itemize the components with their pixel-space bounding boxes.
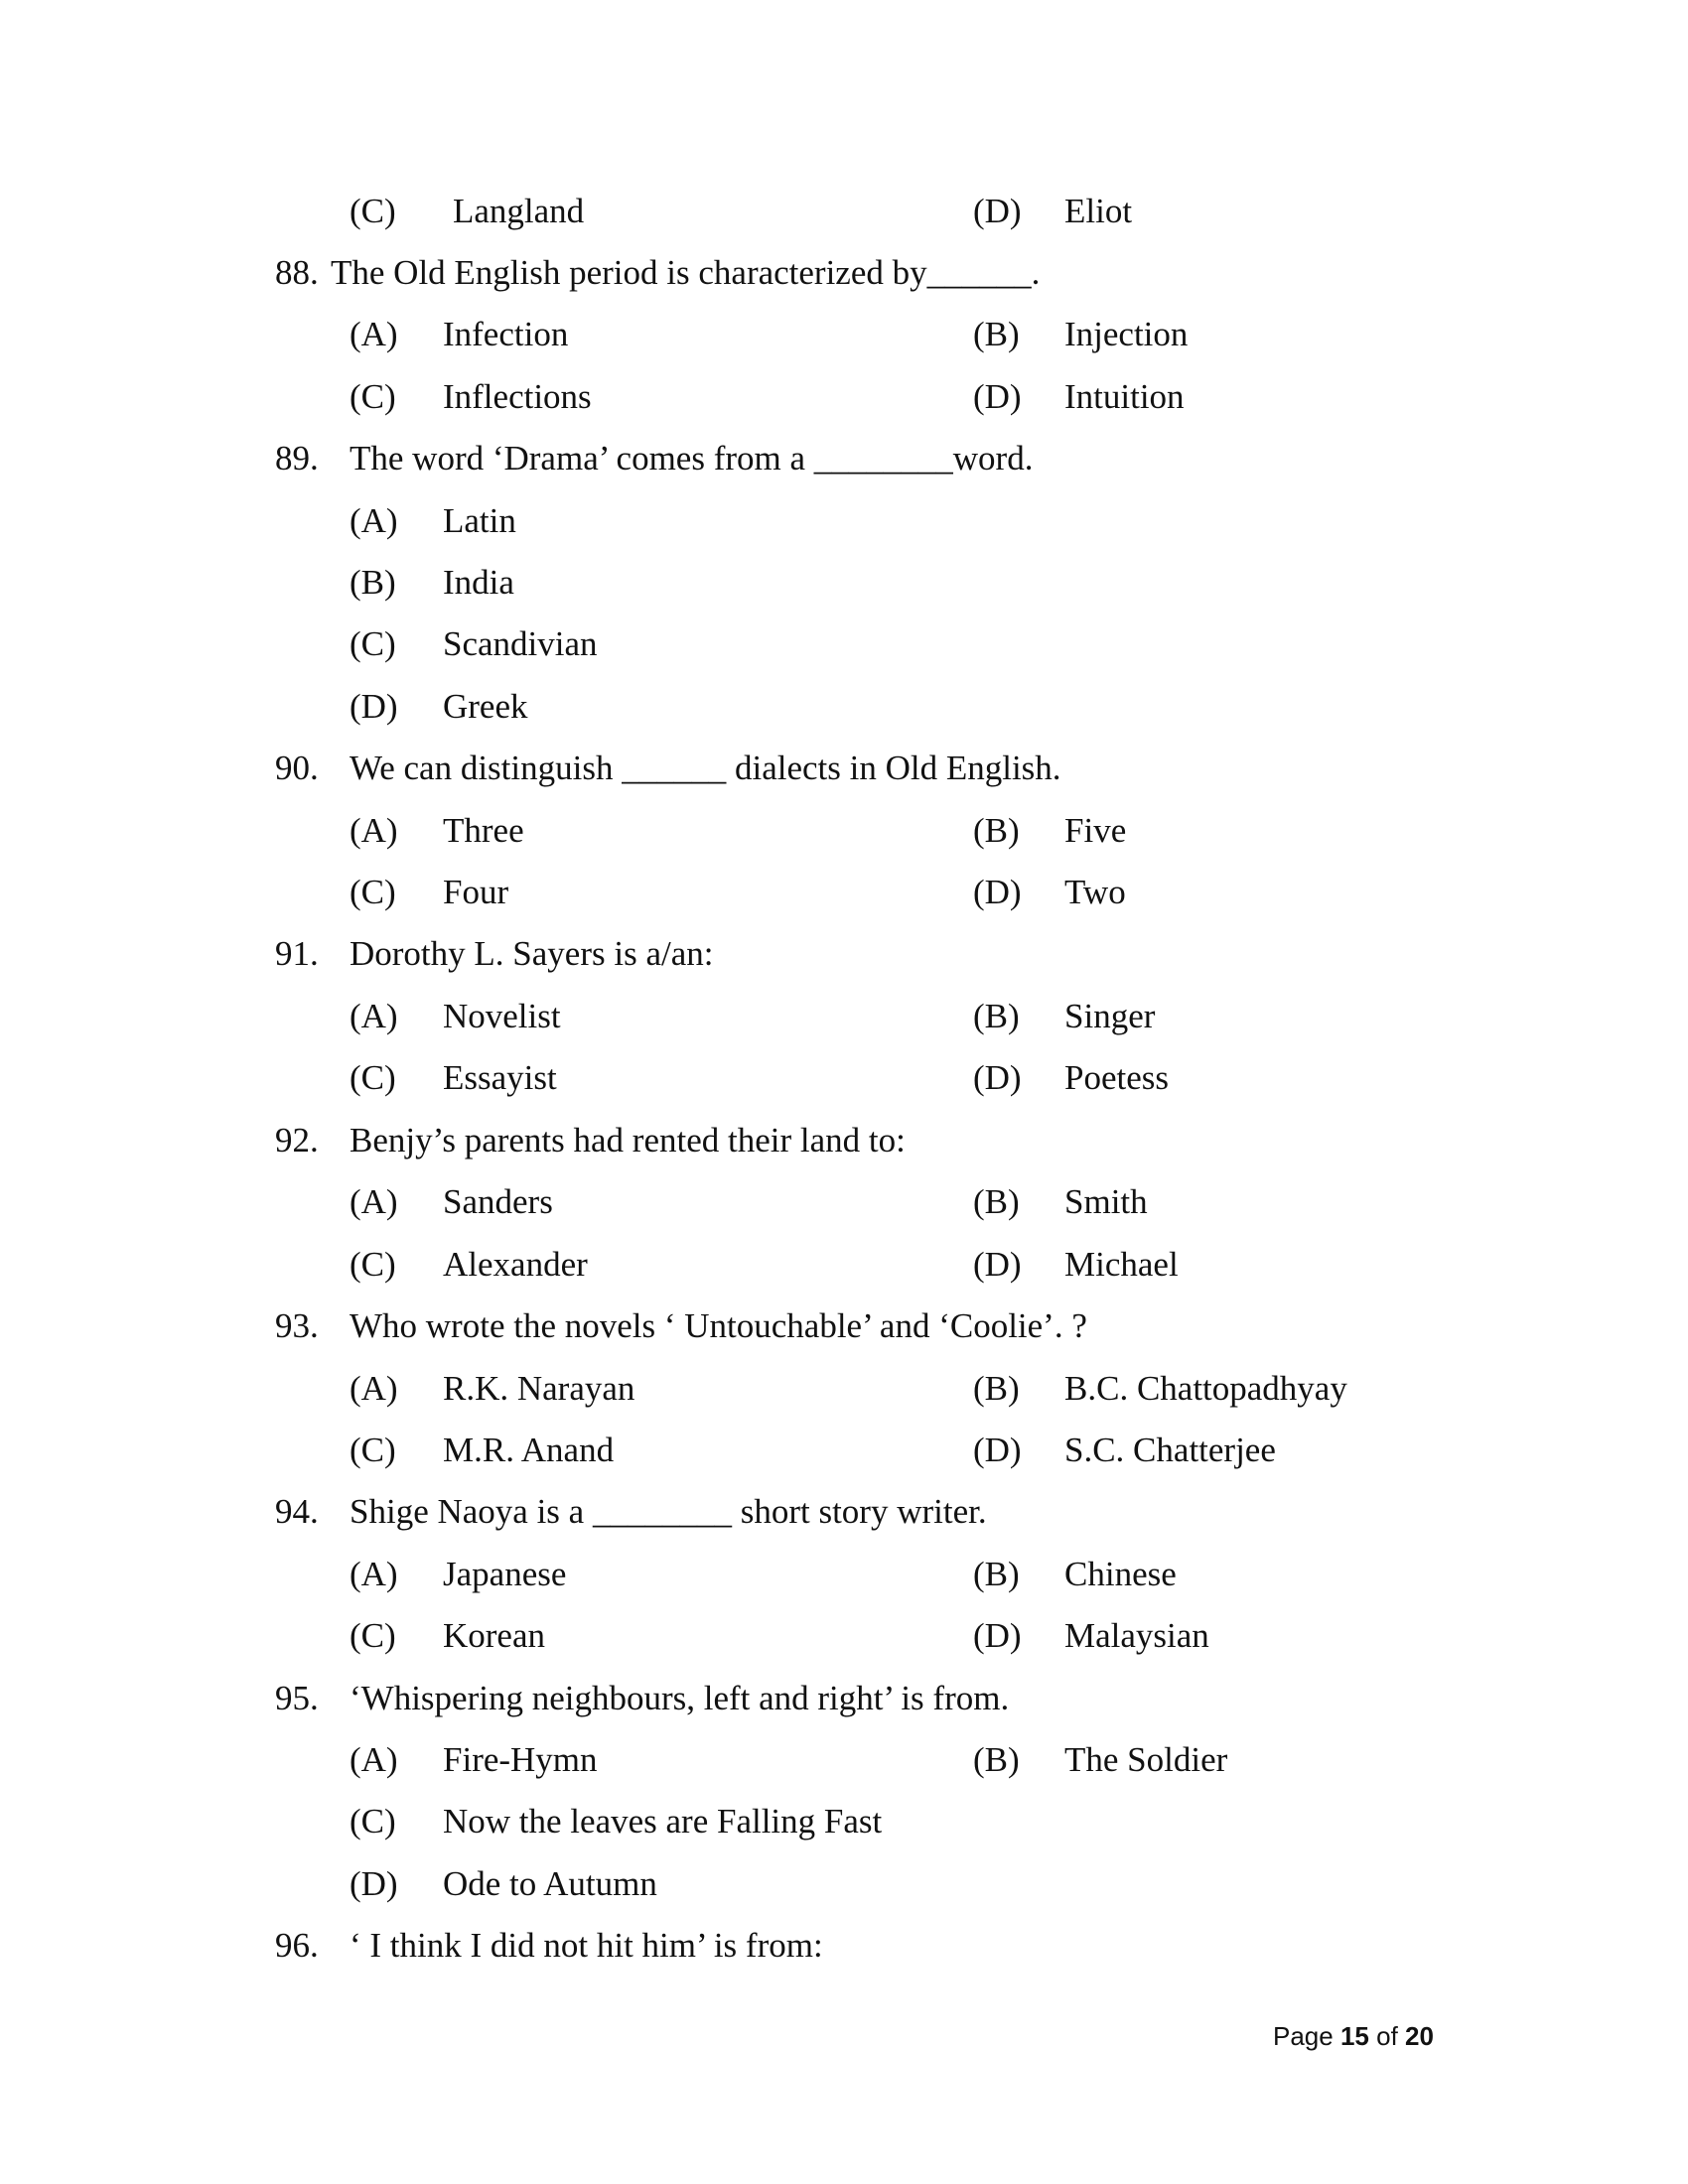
option-text: Japanese [443, 1555, 567, 1593]
option-row [0, 862, 1688, 923]
option-row [0, 181, 1688, 242]
option-text: Malaysian [1064, 1616, 1209, 1655]
option-text: Novelist [443, 997, 561, 1035]
option-letter: (C) [350, 1802, 396, 1841]
option-text: B.C. Chattopadhyay [1064, 1369, 1347, 1408]
option-letter: (D) [350, 687, 398, 726]
option-text: Chinese [1064, 1555, 1177, 1593]
option-letter: (D) [973, 873, 1022, 911]
option-letter: (C) [350, 1616, 396, 1655]
question-text: The Old English period is characterized by______. [331, 253, 1041, 292]
question-89 [0, 428, 1688, 489]
option-text: Intuition [1064, 377, 1185, 416]
option-letter: (A) [350, 1182, 398, 1221]
question-number: 89. [275, 439, 319, 478]
option-letter: (D) [973, 1245, 1022, 1284]
option-text: Three [443, 811, 524, 850]
option-letter: (A) [350, 997, 398, 1035]
option-letter: (D) [973, 192, 1022, 230]
option-text: R.K. Narayan [443, 1369, 635, 1408]
option-text: Inflections [443, 377, 592, 416]
option-row [0, 1853, 1688, 1915]
option-letter: (C) [350, 1245, 396, 1284]
option-text: India [443, 563, 514, 602]
option-row [0, 366, 1688, 428]
option-text: Now the leaves are Falling Fast [443, 1802, 883, 1841]
option-row [0, 676, 1688, 738]
option-text: The Soldier [1064, 1740, 1228, 1779]
option-text: Ode to Autumn [443, 1864, 657, 1903]
question-95 [0, 1668, 1688, 1729]
question-93 [0, 1296, 1688, 1357]
option-text: Alexander [443, 1245, 588, 1284]
option-row [0, 1544, 1688, 1605]
total-pages: 20 [1405, 2021, 1434, 2051]
option-row [0, 1729, 1688, 1791]
option-letter: (A) [350, 315, 398, 353]
option-letter: (D) [973, 377, 1022, 416]
option-text: Poetess [1064, 1058, 1169, 1097]
option-letter: (C) [350, 624, 396, 663]
option-text: Eliot [1064, 192, 1133, 230]
option-row [0, 986, 1688, 1047]
option-text: Singer [1064, 997, 1156, 1035]
footer-of: of [1376, 2021, 1398, 2051]
option-letter: (B) [973, 811, 1020, 850]
question-94 [0, 1481, 1688, 1543]
option-text: Michael [1064, 1245, 1179, 1284]
question-text: Who wrote the novels ‘ Untouchable’ and ‘Coolie’. ? [350, 1306, 1087, 1345]
option-letter: (A) [350, 1740, 398, 1779]
option-letter: (A) [350, 1555, 398, 1593]
question-number: 88. [275, 253, 319, 292]
option-letter: (A) [350, 811, 398, 850]
question-number: 96. [275, 1926, 319, 1965]
question-number: 94. [275, 1492, 319, 1531]
question-88 [0, 242, 1688, 304]
question-91 [0, 923, 1688, 985]
option-text: Greek [443, 687, 528, 726]
question-number: 95. [275, 1679, 319, 1717]
option-letter: (B) [973, 997, 1020, 1035]
question-text: Dorothy L. Sayers is a/an: [350, 934, 714, 973]
question-number: 93. [275, 1306, 319, 1345]
option-letter: (D) [973, 1058, 1022, 1097]
option-letter: (C) [350, 1431, 396, 1469]
option-letter: (B) [350, 563, 396, 602]
option-text: S.C. Chatterjee [1064, 1431, 1276, 1469]
option-text: Scandivian [443, 624, 598, 663]
question-96 [0, 1915, 1688, 1977]
option-text: Infection [443, 315, 569, 353]
option-letter: (A) [350, 1369, 398, 1408]
option-row [0, 1358, 1688, 1420]
question-number: 92. [275, 1121, 319, 1160]
option-row [0, 490, 1688, 552]
option-letter: (C) [350, 1058, 396, 1097]
option-text: Fire-Hymn [443, 1740, 598, 1779]
page-number-footer [1273, 2021, 1434, 2052]
option-row [0, 1791, 1688, 1852]
option-letter: (B) [973, 1740, 1020, 1779]
question-text: ‘Whispering neighbours, left and right’ is from. [350, 1679, 1010, 1717]
option-text: Five [1064, 811, 1127, 850]
option-text: Korean [443, 1616, 546, 1655]
option-text: Four [443, 873, 509, 911]
option-row [0, 1047, 1688, 1109]
option-text: Two [1064, 873, 1126, 911]
option-row [0, 1420, 1688, 1481]
question-number: 90. [275, 749, 319, 787]
option-letter: (B) [973, 315, 1020, 353]
question-number: 91. [275, 934, 319, 973]
question-text: ‘ I think I did not hit him’ is from: [350, 1926, 823, 1965]
option-text: Injection [1064, 315, 1189, 353]
option-letter: (D) [350, 1864, 398, 1903]
option-text: Essayist [443, 1058, 557, 1097]
question-text: Benjy’s parents had rented their land to: [350, 1121, 906, 1160]
option-row [0, 1171, 1688, 1233]
option-letter: (A) [350, 501, 398, 540]
option-letter: (D) [973, 1431, 1022, 1469]
option-row [0, 1605, 1688, 1667]
question-text: The word ‘Drama’ comes from a ________word. [350, 439, 1034, 478]
current-page: 15 [1339, 2021, 1369, 2051]
option-letter: (D) [973, 1616, 1022, 1655]
option-row [0, 1234, 1688, 1296]
option-text: Smith [1064, 1182, 1148, 1221]
footer-prefix: Page [1273, 2021, 1334, 2051]
option-row [0, 614, 1688, 675]
option-row [0, 304, 1688, 365]
option-letter: (C) [350, 377, 396, 416]
question-92 [0, 1110, 1688, 1171]
option-letter: (C) [350, 192, 396, 230]
question-90 [0, 738, 1688, 799]
question-text: Shige Naoya is a ________ short story writer. [350, 1492, 987, 1531]
option-letter: (C) [350, 873, 396, 911]
option-text: Sanders [443, 1182, 553, 1221]
option-letter: (B) [973, 1182, 1020, 1221]
option-row [0, 800, 1688, 862]
option-text: Langland [453, 192, 585, 230]
option-text: Latin [443, 501, 516, 540]
question-text: We can distinguish ______ dialects in Old English. [350, 749, 1061, 787]
option-row [0, 552, 1688, 614]
option-letter: (B) [973, 1369, 1020, 1408]
option-text: M.R. Anand [443, 1431, 615, 1469]
option-letter: (B) [973, 1555, 1020, 1593]
